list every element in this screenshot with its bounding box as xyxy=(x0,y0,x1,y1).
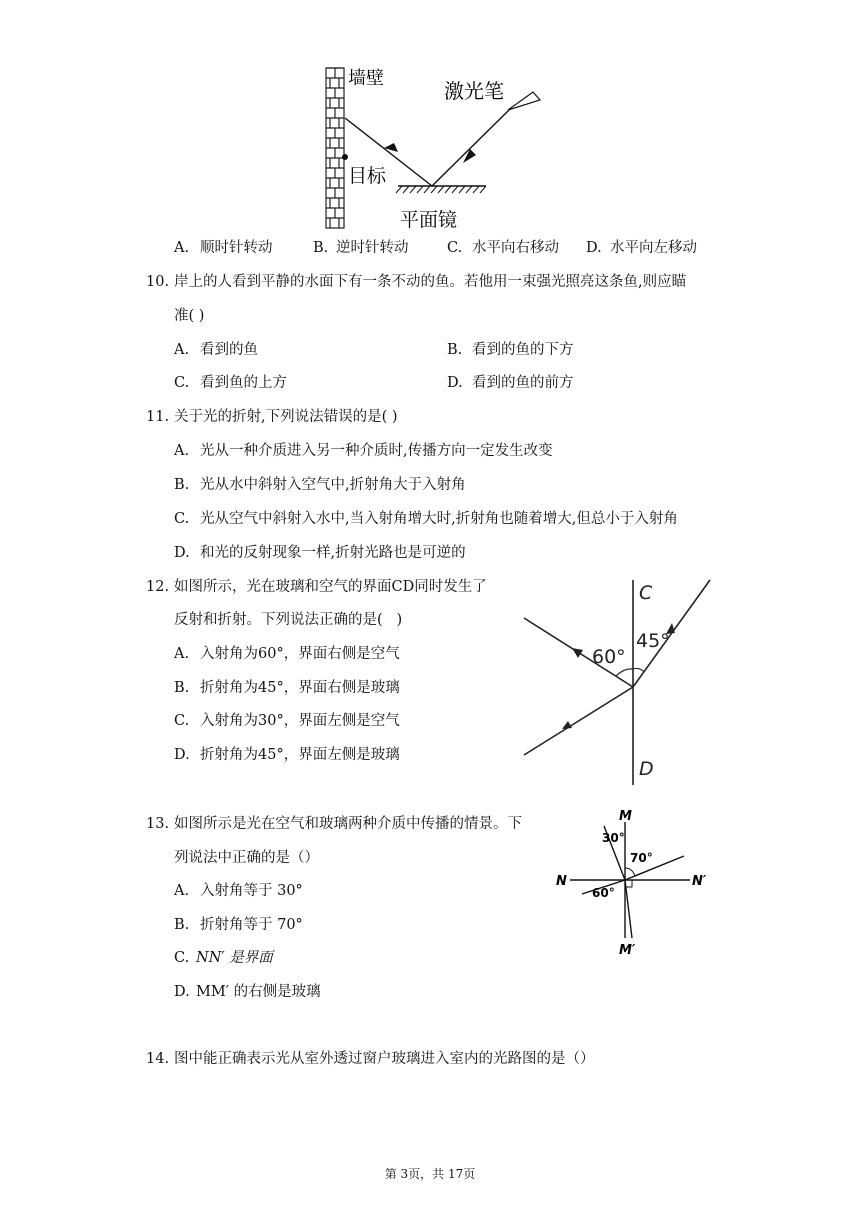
q10-option-d-letter: D. xyxy=(447,375,463,391)
target-label: 目标 xyxy=(348,165,387,187)
wall-label: 墙壁 xyxy=(348,68,384,89)
page-footer: 第 3页，共 17页 xyxy=(384,1167,476,1181)
label-30: 30° xyxy=(602,831,625,845)
label-70: 70° xyxy=(630,851,653,865)
q13-stem-line2: 列说法中正确的是（） xyxy=(174,850,319,866)
q13-option-d-text: MM′ 的右侧是玻璃 xyxy=(196,984,321,1000)
angle-arc-70 xyxy=(625,868,635,876)
q13-number: 13. xyxy=(146,816,170,832)
label-60: 60° xyxy=(592,646,626,668)
q9-option-d-letter: D. xyxy=(586,240,602,256)
label-d: D xyxy=(639,758,654,780)
q9-option-c-text: 水平向右移动 xyxy=(472,240,559,256)
angle-arc-60 xyxy=(616,669,633,676)
q13-option-b-letter: B. xyxy=(174,917,190,933)
q9-option-b-letter: B. xyxy=(313,240,329,256)
q11-option-d-text: 和光的反射现象一样,折射光路也是可逆的 xyxy=(200,545,466,561)
label-n: N xyxy=(556,874,567,889)
q9-option-a-text: 顺时针转动 xyxy=(200,240,273,256)
q12-option-b-text: 折射角为45°，界面右侧是玻璃 xyxy=(200,680,400,696)
q13-option-b-text: 折射角等于 70° xyxy=(200,917,303,933)
q9-option-d-text: 水平向左移动 xyxy=(610,240,697,256)
label-c: C xyxy=(639,582,653,604)
q11-number: 11. xyxy=(146,409,170,425)
q9-option-c-letter: C. xyxy=(447,240,463,256)
q10-option-b-text: 看到的鱼的下方 xyxy=(472,342,574,358)
wall-bricks xyxy=(326,68,344,228)
q13-option-d-letter: D. xyxy=(174,984,190,1000)
q11-option-c-letter: C. xyxy=(174,511,190,527)
q13-option-c-text: NN′ 是界面 xyxy=(196,950,273,966)
ray-lower xyxy=(625,880,632,938)
q11-option-a-letter: A. xyxy=(174,443,190,459)
q12-option-a-letter: A. xyxy=(174,646,190,662)
q12-option-b-letter: B. xyxy=(174,680,190,696)
q12-option-a-text: 入射角为60°，界面右侧是空气 xyxy=(200,646,400,662)
q11-option-b-letter: B. xyxy=(174,477,190,493)
q12-option-c-text: 入射角为30°，界面左侧是空气 xyxy=(200,713,400,729)
q13-option-c-letter: C. xyxy=(174,950,190,966)
q10-stem-line1: 岸上的人看到平静的水面下有一条不动的鱼。若他用一束强光照亮这条鱼,则应瞄 xyxy=(174,274,687,290)
incident-arrow xyxy=(562,721,572,729)
q11-option-b-text: 光从水中斜射入空气中,折射角大于入射角 xyxy=(200,477,466,493)
incident-ray xyxy=(432,110,509,186)
q10-option-c-text: 看到鱼的上方 xyxy=(200,375,287,391)
q12-option-d-letter: D. xyxy=(174,747,190,763)
laser-pen-icon xyxy=(508,92,540,110)
q10-stem-line2: 准( ) xyxy=(174,308,205,324)
q12-option-c-letter: C. xyxy=(174,713,190,729)
q13-figure xyxy=(552,806,732,958)
incident-arrow xyxy=(463,149,476,163)
q10-number: 10. xyxy=(146,274,170,290)
q10-option-d-text: 看到的鱼的前方 xyxy=(472,375,574,391)
label-60: 60° xyxy=(592,886,615,900)
q11-option-c-text: 光从空气中斜射入水中,当入射角增大时,折射角也随着增大,但总小于入射角 xyxy=(200,511,678,527)
q13-option-a-text: 入射角等于 30° xyxy=(200,883,303,899)
q13-option-a-letter: A. xyxy=(174,883,190,899)
q12-option-d-text: 折射角为45°，界面左侧是玻璃 xyxy=(200,747,400,763)
q13-stem-line1: 如图所示是光在空气和玻璃两种介质中传播的情景。下 xyxy=(174,816,522,832)
mirror-label: 平面镜 xyxy=(400,209,458,231)
target-dot xyxy=(342,154,348,160)
q10-option-a-text: 看到的鱼 xyxy=(200,342,258,358)
label-m-prime: M′ xyxy=(619,943,636,958)
q11-option-a-text: 光从一种介质进入另一种介质时,传播方向一定发生改变 xyxy=(200,443,553,459)
mirror-hatching xyxy=(396,186,486,193)
q10-option-b-letter: B. xyxy=(447,342,463,358)
q12-number: 12. xyxy=(146,579,170,595)
angle-arc-45 xyxy=(633,668,644,672)
q10-option-a-letter: A. xyxy=(174,342,190,358)
laser-label: 激光笔 xyxy=(444,79,504,103)
q14-number: 14. xyxy=(146,1051,170,1067)
q12-stem-line1: 如图所示，光在玻璃和空气的界面CD同时发生了 xyxy=(174,579,487,595)
label-n-prime: N′ xyxy=(692,874,707,889)
q11-option-d-letter: D. xyxy=(174,545,190,561)
q12-figure xyxy=(520,575,720,790)
q14-stem: 图中能正确表示光从室外透过窗户玻璃进入室内的光路图的是（） xyxy=(174,1051,595,1067)
q9-option-a-letter: A. xyxy=(174,240,190,256)
label-45: 45° xyxy=(636,630,670,652)
q9-figure xyxy=(318,60,548,232)
q9-option-b-text: 逆时针转动 xyxy=(336,240,409,256)
label-m: M xyxy=(619,809,632,824)
reflected-arrow xyxy=(572,648,583,658)
q12-stem-line2: 反射和折射。下列说法正确的是( ) xyxy=(174,612,403,628)
q11-stem: 关于光的折射,下列说法错误的是( ) xyxy=(174,409,398,425)
incident-ray-lower xyxy=(524,687,633,755)
q10-option-c-letter: C. xyxy=(174,375,190,391)
